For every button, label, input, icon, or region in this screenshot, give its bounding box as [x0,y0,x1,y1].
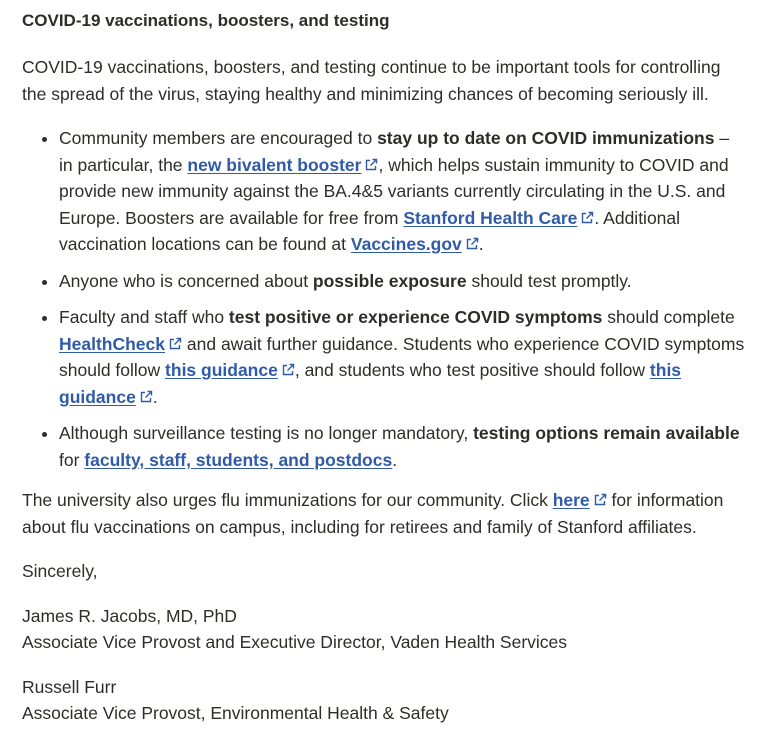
link-bivalent-booster[interactable]: new bivalent booster [187,154,362,175]
signatory-name: Russell Furr [22,676,117,697]
external-link-icon[interactable] [580,211,594,225]
signature-block [22,603,747,727]
text: The university also urges flu immunizations for our community. Click [22,490,553,510]
external-link-icon[interactable] [593,493,607,507]
text: Faculty and staff who [59,307,229,327]
flu-paragraph [22,487,747,540]
text: and await further guidance. Students who experience COVID symptoms should follow [59,333,745,380]
text: , and students who test positive should follow [294,360,650,380]
signatory-name: James R. Jacobs, MD, PhD [22,605,237,626]
text: Although surveillance testing is no longer mandatory, [59,423,474,443]
external-link-icon[interactable] [465,237,479,251]
link-testing-options[interactable]: faculty, staff, students, and postdocs [84,449,393,470]
text: , which helps sustain immunity to COVID and provide new immunity against the BA.4&5 variants currently circulating in the U.S. and Europe. Boosters are available for free from [59,154,729,228]
link-healthcheck[interactable]: HealthCheck [59,333,166,354]
list-item-symptoms [59,304,747,410]
text: for [59,449,85,470]
guidance-list [22,125,747,473]
signatory [22,603,747,656]
signatory-title: Associate Vice Provost, Environmental Health & Safety [22,703,449,723]
emphasis-symptoms: test positive or experience COVID symptoms [228,307,603,327]
text: Anyone who is concerned about [59,270,313,291]
section-heading: COVID-19 vaccinations, boosters, and testing [22,11,390,30]
link-flu-here[interactable]: here [552,490,590,510]
signatory [22,674,747,727]
text: for information about flu vaccinations on campus, including for retirees and family of Stanford affiliates. [22,490,724,537]
closing: Sincerely, [22,561,98,581]
link-symptoms-guidance[interactable]: this guidance [165,360,278,380]
list-item-testing [59,420,747,473]
text: . [152,386,158,407]
text: – in particular, the [59,128,730,175]
text: . [478,234,484,254]
link-positive-guidance[interactable]: this guidance [59,360,682,407]
external-link-icon[interactable] [364,158,378,172]
external-link-icon[interactable] [139,390,153,404]
text: should complete [602,307,735,327]
intro-paragraph: COVID-19 vaccinations, boosters, and testing continue to be important tools for controlling the spread of the virus, staying healthy and minimizing chances of becoming seriously ill. [22,57,721,104]
list-item-immunizations [59,125,747,258]
emphasis-testing: testing options remain available [473,423,740,443]
emphasis-immunizations: stay up to date on COVID immunizations [377,128,715,148]
text: should test promptly. [466,270,632,291]
external-link-icon[interactable] [168,337,182,351]
text: Community members are encouraged to [59,128,378,148]
signatory-title: Associate Vice Provost and Executive Director, Vaden Health Services [22,632,568,652]
link-stanford-health-care[interactable]: Stanford Health Care [403,207,578,228]
link-vaccines-gov[interactable]: Vaccines.gov [350,234,462,254]
list-item-exposure [59,268,747,295]
text: . [392,449,398,470]
emphasis-exposure: possible exposure [312,270,467,291]
text: . Additional vaccination locations can be found at [59,207,681,254]
external-link-icon[interactable] [281,363,295,377]
